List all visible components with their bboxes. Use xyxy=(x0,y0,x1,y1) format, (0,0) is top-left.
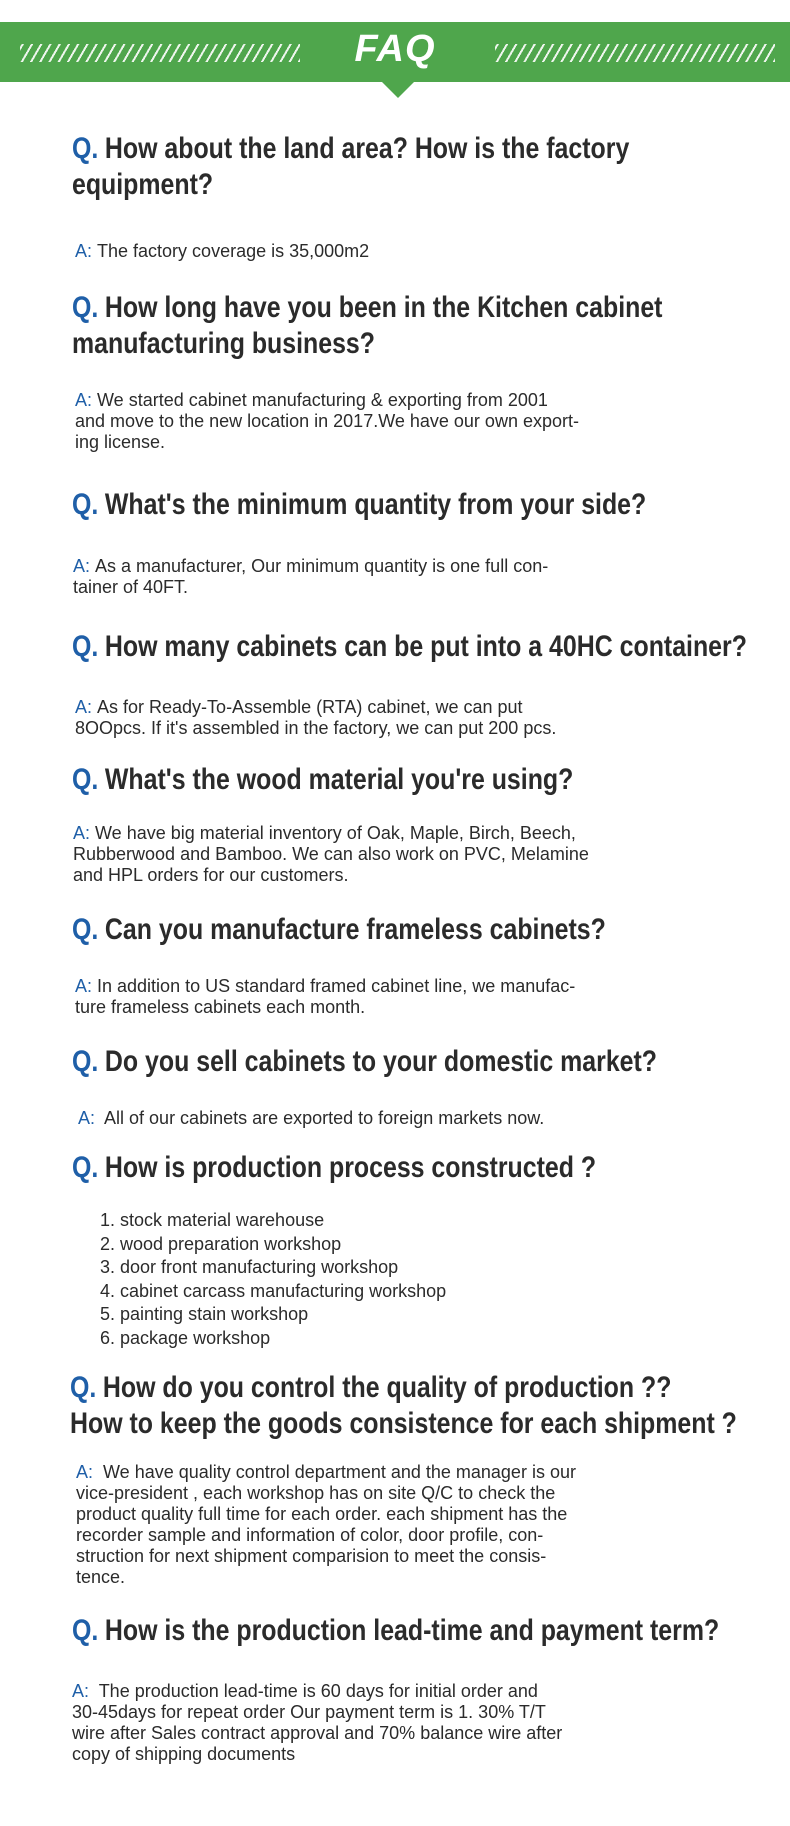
question-text: What's the minimum quantity from your side? xyxy=(104,488,647,521)
question-4 xyxy=(72,629,747,665)
answer-marker: A: xyxy=(76,1462,94,1482)
answer-text: Rubberwood and Bamboo. We can also work on PVC, Melamine xyxy=(73,844,589,864)
question-text: Do you sell cabinets to your domestic market? xyxy=(104,1045,658,1078)
question-2 xyxy=(72,290,662,362)
question-marker: Q. xyxy=(72,1045,99,1078)
answer-text: wire after Sales contract approval and 70% balance wire after xyxy=(72,1723,563,1743)
answer-text: We have big material inventory of Oak, Maple, Birch, Beech, xyxy=(95,823,576,843)
answer-text: and HPL orders for our customers. xyxy=(73,865,349,885)
answer-text: We have quality control department and the manager is our xyxy=(98,1462,576,1482)
question-text: How to keep the goods consistence for each shipment ? xyxy=(70,1407,737,1440)
question-6 xyxy=(72,912,606,948)
answer-2 xyxy=(75,390,579,453)
answer-10 xyxy=(72,1681,562,1765)
answer-3 xyxy=(73,556,548,598)
answer-text: and move to the new location in 2017.We have our own export- xyxy=(75,411,579,431)
answer-text: We started cabinet manufacturing & exporting from 2001 xyxy=(97,390,548,410)
question-text: How do you control the quality of production ?? xyxy=(102,1371,672,1404)
list-item: 3. door front manufacturing workshop xyxy=(100,1257,399,1277)
answer-text: 30-45days for repeat order Our payment term is 1. 30% T/T xyxy=(72,1702,546,1722)
answer-9 xyxy=(76,1462,576,1588)
question-7 xyxy=(72,1044,657,1080)
question-marker: Q. xyxy=(72,488,99,521)
question-marker: Q. xyxy=(72,132,99,165)
answer-text: ture frameless cabinets each month. xyxy=(75,997,366,1017)
answer-text: The factory coverage is 35,000m2 xyxy=(97,241,370,261)
process-list xyxy=(100,1209,446,1350)
question-5 xyxy=(72,762,573,798)
question-marker: Q. xyxy=(72,913,99,946)
list-item: 1. stock material warehouse xyxy=(100,1210,325,1230)
answer-text: vice-president , each workshop has on site Q/C to check the xyxy=(76,1483,556,1503)
answer-text: As a manufacturer, Our minimum quantity is one full con- xyxy=(95,556,549,576)
answer-1 xyxy=(75,241,369,262)
question-text: What's the wood material you're using? xyxy=(104,763,574,796)
answer-marker: A: xyxy=(72,1681,90,1701)
question-text: equipment? xyxy=(72,168,214,201)
answer-text: product quality full time for each order. each shipment has the xyxy=(76,1504,568,1524)
answer-marker: A: xyxy=(75,976,93,996)
answer-text: The production lead-time is 60 days for initial order and xyxy=(94,1681,538,1701)
question-text: How about the land area? How is the factory xyxy=(104,132,630,165)
page-title: FAQ xyxy=(354,28,436,70)
question-marker: Q. xyxy=(72,1151,99,1184)
answer-text: copy of shipping documents xyxy=(72,1744,296,1764)
list-item: 2. wood preparation workshop xyxy=(100,1233,342,1254)
answer-text: 8OOpcs. If it's assembled in the factory, we can put 200 pcs. xyxy=(75,718,557,738)
question-text: manufacturing business? xyxy=(72,327,376,360)
list-item: 6. package workshop xyxy=(100,1327,271,1348)
answer-7 xyxy=(78,1108,544,1129)
answer-6 xyxy=(75,976,575,1018)
question-text: How long have you been in the Kitchen cabinet xyxy=(104,291,663,324)
answer-marker: A: xyxy=(75,390,93,410)
answer-5 xyxy=(73,823,589,886)
question-marker: Q. xyxy=(70,1371,97,1404)
question-text: How is the production lead-time and payment term? xyxy=(104,1614,720,1647)
answer-marker: A: xyxy=(73,823,91,843)
question-text: How is production process constructed ? xyxy=(104,1151,597,1184)
answer-text: All of our cabinets are exported to foreign markets now. xyxy=(100,1108,545,1128)
answer-text: In addition to US standard framed cabinet line, we manufac- xyxy=(97,976,576,996)
banner-pointer-icon xyxy=(382,82,414,98)
question-text: Can you manufacture frameless cabinets? xyxy=(104,913,606,946)
answer-text: As for Ready-To-Assemble (RTA) cabinet, we can put xyxy=(97,697,523,717)
answer-marker: A: xyxy=(78,1108,96,1128)
list-item: 5. painting stain workshop xyxy=(100,1304,309,1324)
question-text: How many cabinets can be put into a 40HC container? xyxy=(104,630,747,663)
answer-text: struction for next shipment comparision to meet the consis- xyxy=(76,1546,547,1566)
question-10 xyxy=(72,1613,719,1649)
question-1 xyxy=(72,131,629,203)
answer-marker: A: xyxy=(73,556,91,576)
answer-text: tainer of 40FT. xyxy=(73,577,189,597)
question-marker: Q. xyxy=(72,763,99,796)
question-marker: Q. xyxy=(72,630,99,663)
answer-text: recorder sample and information of color, door profile, con- xyxy=(76,1525,544,1545)
question-9 xyxy=(70,1370,737,1442)
answer-4 xyxy=(75,697,556,739)
answer-text: ing license. xyxy=(75,432,166,452)
question-marker: Q. xyxy=(72,1614,99,1647)
faq-banner xyxy=(0,22,790,82)
answer-text: tence. xyxy=(76,1567,126,1587)
question-marker: Q. xyxy=(72,291,99,324)
answer-marker: A: xyxy=(75,241,93,261)
list-item: 4. cabinet carcass manufacturing workshop xyxy=(100,1280,447,1301)
answer-marker: A: xyxy=(75,697,93,717)
question-3 xyxy=(72,487,646,523)
question-8 xyxy=(72,1150,596,1186)
